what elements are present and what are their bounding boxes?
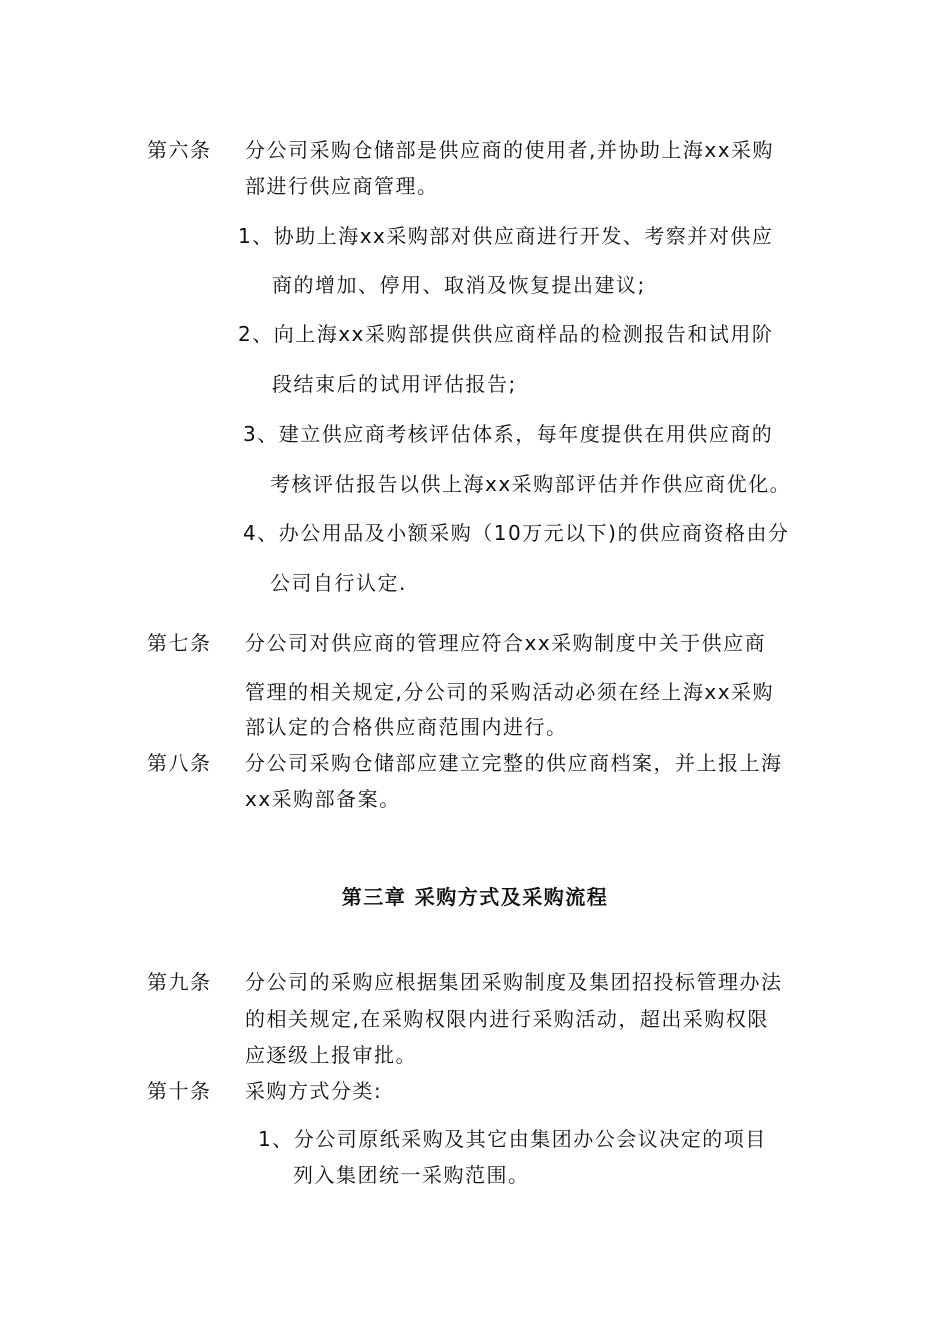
article-9-label: 第九条 (147, 970, 212, 994)
article-6-line-1: 分公司采购仓储部是供应商的使用者,并协助上海xx采购 (245, 138, 775, 162)
article-6-item-1-line-2: 商的增加、停用、取消及恢复提出建议; (272, 273, 646, 297)
article-6-label: 第六条 (147, 138, 212, 162)
article-6-item-1-line-1: 1、协助上海xx采购部对供应商进行开发、考察并对供应 (238, 224, 774, 248)
article-8-label: 第八条 (147, 751, 212, 775)
article-10-label: 第十条 (147, 1079, 212, 1103)
article-6-line-2: 部进行供应商管理。 (245, 174, 439, 198)
article-6-item-4-line-1: 4、办公用品及小额采购（10万元以下)的供应商资格由分 (243, 521, 790, 545)
article-7-line-2: 管理的相关规定,分公司的采购活动必须在经上海xx采购 (245, 680, 775, 704)
article-9-line-1: 分公司的采购应根据集团采购制度及集团招投标管理办法 (245, 970, 783, 994)
article-6-item-2-line-2: 段结束后的试用评估报告; (272, 372, 517, 396)
article-6-item-4-line-2: 公司自行认定. (270, 571, 407, 595)
article-8-line-1: 分公司采购仓储部应建立完整的供应商档案，并上报上海 (245, 751, 783, 775)
article-7-label: 第七条 (147, 631, 212, 655)
article-7-line-3: 部认定的合格供应商范围内进行。 (245, 715, 568, 739)
article-7-line-1: 分公司对供应商的管理应符合xx采购制度中关于供应商 (245, 631, 767, 655)
article-6-item-2-line-1: 2、向上海xx采购部提供供应商样品的检测报告和试用阶 (238, 322, 774, 346)
article-9-line-3: 应逐级上报审批。 (245, 1043, 417, 1067)
article-10-line-1: 采购方式分类: (245, 1079, 383, 1103)
chapter-3-heading: 第三章 采购方式及采购流程 (341, 885, 609, 909)
article-8-line-2: xx采购部备案。 (245, 787, 401, 811)
article-6-item-3-line-2: 考核评估报告以供上海xx采购部评估并作供应商优化。 (270, 472, 792, 496)
article-10-item-1-line-1: 1、分公司原纸采购及其它由集团办公会议决定的项目 (258, 1127, 767, 1151)
article-10-item-1-line-2: 列入集团统一采购范围。 (293, 1163, 530, 1187)
article-9-line-2: 的相关规定,在采购权限内进行采购活动，超出采购权限 (245, 1007, 769, 1031)
article-6-item-3-line-1: 3、建立供应商考核评估体系，每年度提供在用供应商的 (243, 422, 774, 446)
